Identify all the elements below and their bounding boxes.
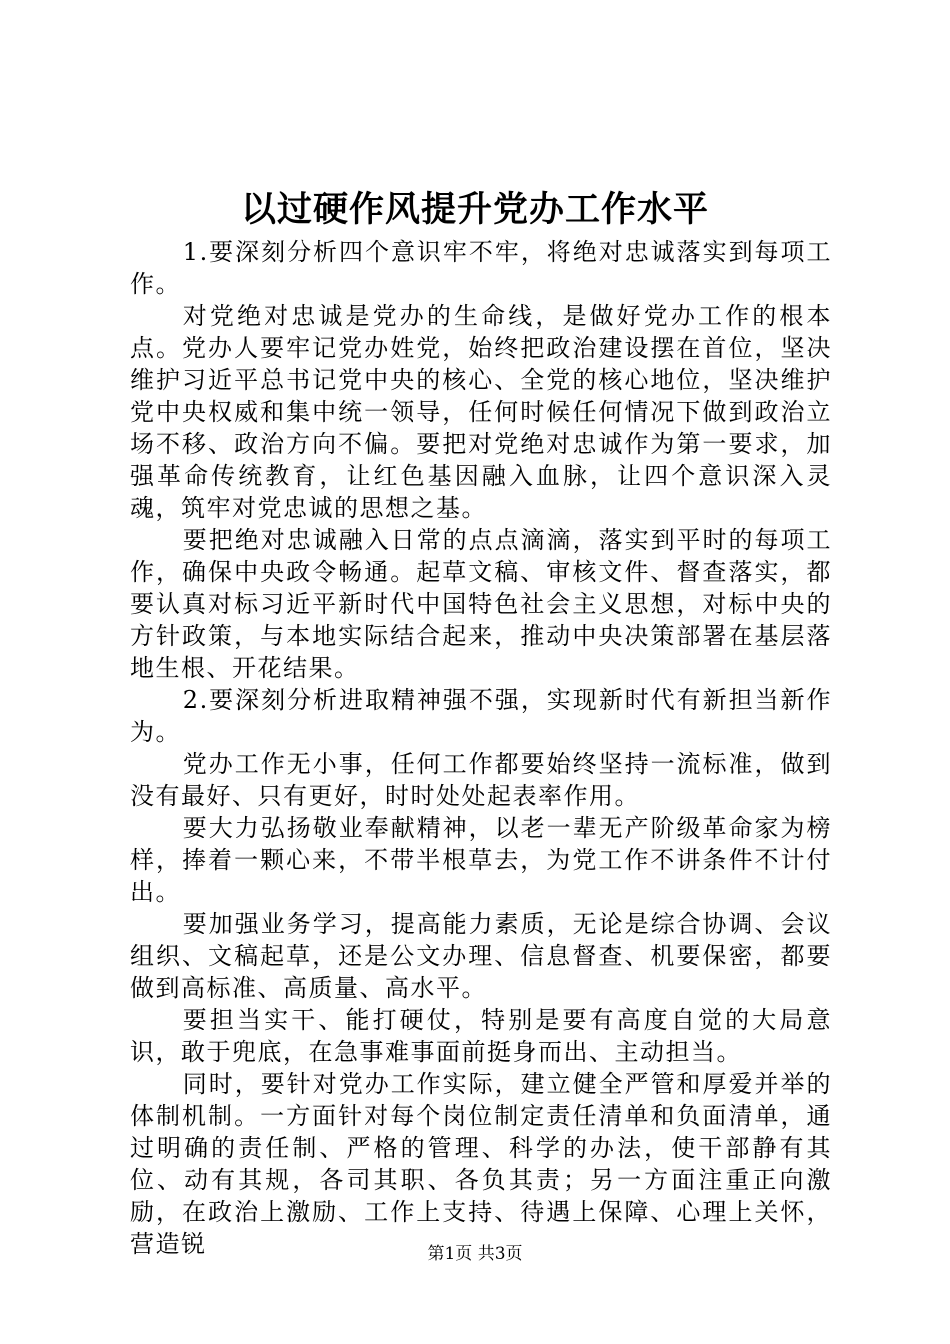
paragraph-8: 要担当实干、能打硬仗，特别是要有高度自觉的大局意识，敢于兜底，在急事难事面前挺身而出、主动担当。 (130, 1006, 832, 1066)
paragraph-2: 对党绝对忠诚是党办的生命线，是做好党办工作的根本点。党办人要牢记党办姓党，始终把政治建设摆在首位，坚决维护习近平总书记党中央的核心、全党的核心地位，坚决维护党中央权威和集中统一领导，任何时候任何情况下做到政治立场不移、政治方向不偏。要把对党绝对忠诚作为第一要求，加强革命传统教育，让红色基因融入血脉，让四个意识深入灵魂，筑牢对党忠诚的思想之基。 (130, 302, 832, 522)
paragraph-4: 2.要深刻分析进取精神强不强，实现新时代有新担当新作为。 (130, 686, 832, 746)
paragraph-3: 要把绝对忠诚融入日常的点点滴滴，落实到平时的每项工作，确保中央政令畅通。起草文稿、审核文件、督查落实，都要认真对标习近平新时代中国特色社会主义思想，对标中央的方针政策，与本地实际结合起来，推动中央决策部署在基层落地生根、开花结果。 (130, 526, 832, 682)
document-title: 以过硬作风提升党办工作水平 (240, 189, 709, 230)
paragraph-6: 要大力弘扬敬业奉献精神，以老一辈无产阶级革命家为榜样，捧着一颗心来，不带半根草去，为党工作不讲条件不计付出。 (130, 814, 832, 906)
page-number-footer: 第1页 共3页 (427, 1244, 523, 1264)
paragraph-5: 党办工作无小事，任何工作都要始终坚持一流标准，做到没有最好、只有更好，时时处处起表率作用。 (130, 750, 832, 810)
paragraph-9: 同时，要针对党办工作实际，建立健全严管和厚爱并举的体制机制。一方面针对每个岗位制定责任清单和负面清单，通过明确的责任制、严格的管理、科学的办法，使干部静有其位、动有其规，各司其职、各负其责；另一方面注重正向激励，在政治上激励、工作上支持、待遇上保障、心理上关怀，营造锐 (130, 1070, 832, 1258)
paragraph-7: 要加强业务学习，提高能力素质，无论是综合协调、会议组织、文稿起草，还是公文办理、信息督查、机要保密，都要做到高标准、高质量、高水平。 (130, 910, 832, 1002)
paragraph-1: 1.要深刻分析四个意识牢不牢，将绝对忠诚落实到每项工作。 (130, 238, 832, 298)
document-body (130, 236, 832, 1260)
